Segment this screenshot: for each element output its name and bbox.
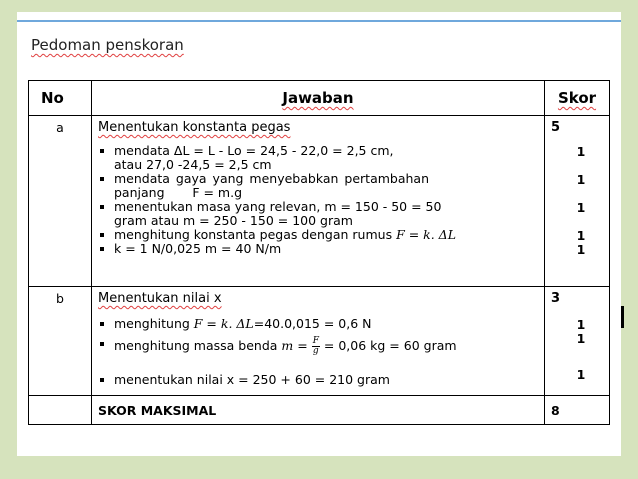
list-item: menentukan nilai x = 250 + 60 = 210 gram <box>98 373 544 387</box>
row-score <box>545 287 610 396</box>
answer-list <box>92 317 544 387</box>
list-item: k = 1 N/0,025 m = 40 N/m <box>98 242 544 256</box>
answer-list <box>92 144 544 256</box>
total-no-empty <box>29 396 92 425</box>
table-row <box>29 116 610 287</box>
fraction: $\frac{F}{g}$ <box>312 336 319 356</box>
list-item: mendata ΔL = L - Lo = 24,5 - 22,0 = 2,5 cm, atau 27,0 -24,5 = 2,5 cm <box>98 144 544 172</box>
total-row <box>29 396 610 425</box>
section-score: 5 <box>551 120 561 135</box>
row-score <box>545 116 610 287</box>
row-no: a <box>29 116 92 287</box>
row-answer <box>92 287 545 396</box>
item-score: 1 <box>576 200 586 215</box>
item-score: 1 <box>576 242 586 257</box>
section-heading: Menentukan nilai x <box>98 291 222 306</box>
list-item: menentukan masa yang relevan, m = 150 - 50 = 50 gram atau m = 250 - 150 = 100 gram <box>98 200 544 228</box>
list-item: menghitung F = k. ΔL=40.0,015 = 0,6 N <box>98 317 544 337</box>
formula: m = <box>281 338 308 353</box>
header-skor-label: Skor <box>557 89 597 107</box>
header-skor <box>545 81 610 116</box>
list-item: menghitung konstanta pegas dengan rumus F = k. ΔL <box>98 228 544 242</box>
row-no: b <box>29 287 92 396</box>
item-score: 1 <box>576 144 586 159</box>
list-item: menghitung massa benda m = $\frac{F}{g}$ = 0,06 kg = 60 gram <box>98 337 544 373</box>
item-score: 1 <box>576 367 586 382</box>
formula: F = k. ΔL <box>396 227 457 242</box>
table-row <box>29 287 610 396</box>
list-item: mendata gaya yang menyebabkan pertambahan panjang F = m.g <box>98 172 544 200</box>
header-jawaban <box>92 81 545 116</box>
section-heading: Menentukan konstanta pegas <box>98 120 291 135</box>
document-page <box>17 12 621 456</box>
header-jawaban-label: Jawaban <box>282 89 354 107</box>
item-score: 1 <box>576 317 586 332</box>
row-answer <box>92 116 545 287</box>
total-score: 8 <box>545 396 610 425</box>
item-score: 1 <box>576 331 586 346</box>
item-score: 1 <box>576 228 586 243</box>
header-rule <box>17 20 621 22</box>
total-label: SKOR MAKSIMAL <box>92 396 545 425</box>
scoring-table <box>28 80 610 425</box>
page-title: Pedoman penskoran <box>31 36 184 54</box>
item-score: 1 <box>576 172 586 187</box>
text-cursor <box>621 306 624 328</box>
header-no: No <box>29 81 92 116</box>
formula: F = k. ΔL <box>193 316 254 331</box>
table-header-row <box>29 81 610 116</box>
section-score: 3 <box>551 291 561 306</box>
